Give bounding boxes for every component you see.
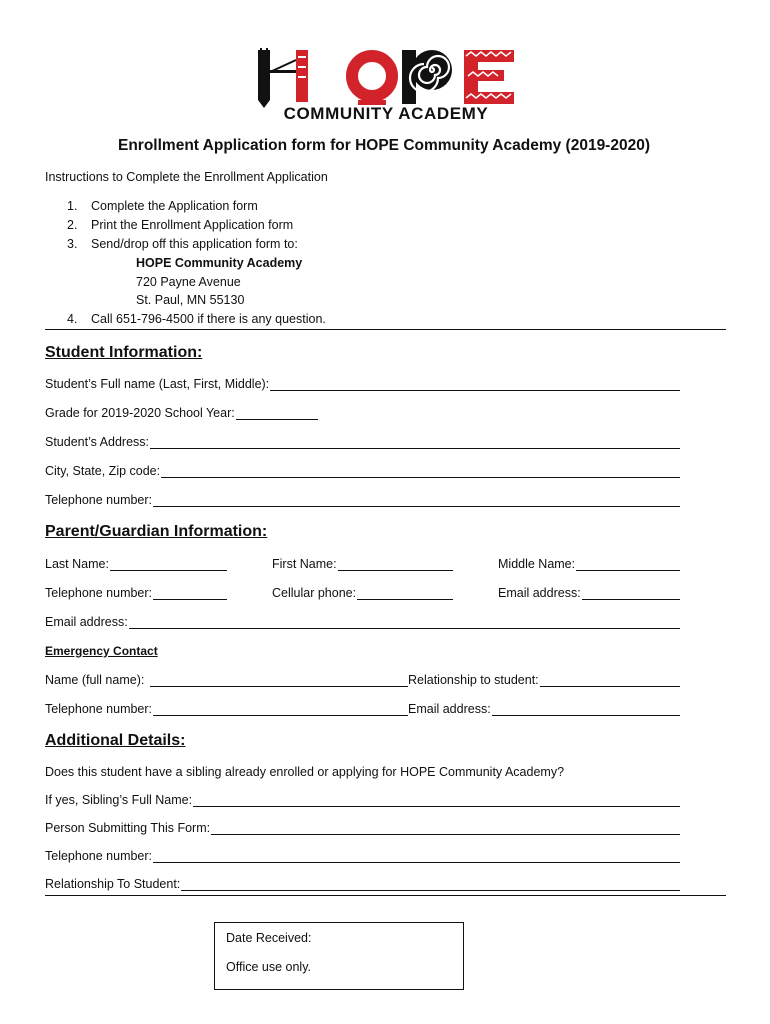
sibling-name-label: If yes, Sibling’s Full Name: xyxy=(45,793,193,807)
grade-line[interactable] xyxy=(236,406,318,420)
logo-academy-name: COMMUNITY ACADEMY xyxy=(283,104,489,123)
emergency-telephone-label: Telephone number: xyxy=(45,702,153,716)
parent-first-name-field[interactable] xyxy=(272,557,453,571)
city-state-zip-field[interactable] xyxy=(45,464,680,478)
grade-field[interactable] xyxy=(45,406,318,420)
step-number: 4. xyxy=(67,312,78,326)
submitter-label: Person Submitting This Form: xyxy=(45,821,211,835)
parent-last-name-line[interactable] xyxy=(110,557,227,571)
parent-cellular-label: Cellular phone: xyxy=(272,586,357,600)
divider xyxy=(45,329,726,330)
emergency-relationship-field[interactable] xyxy=(408,673,680,687)
relationship-field[interactable] xyxy=(45,877,680,891)
parent-first-name-label: First Name: xyxy=(272,557,337,571)
emergency-relationship-label: Relationship to student: xyxy=(408,673,539,687)
step-number: 2. xyxy=(67,218,78,232)
relationship-line[interactable] xyxy=(181,877,680,891)
parent-email-short-line[interactable] xyxy=(582,586,680,600)
emergency-name-line[interactable] xyxy=(150,673,408,687)
sibling-name-field[interactable] xyxy=(45,793,680,807)
step-text: Send/drop off this application form to: xyxy=(91,237,298,251)
logo-letter-o xyxy=(352,56,392,105)
parent-middle-name-field[interactable] xyxy=(498,557,680,571)
parent-first-name-line[interactable] xyxy=(338,557,453,571)
step-number: 1. xyxy=(67,199,78,213)
student-section-heading: Student Information: xyxy=(45,344,203,361)
step-number: 3. xyxy=(67,237,78,251)
parent-email-label: Email address: xyxy=(45,615,128,629)
school-street: 720 Payne Avenue xyxy=(136,275,241,289)
parent-telephone-label: Telephone number: xyxy=(45,586,153,600)
parent-middle-name-line[interactable] xyxy=(576,557,680,571)
submitter-line[interactable] xyxy=(211,821,680,835)
sibling-question: Does this student have a sibling already enrolled or applying for HOPE Community Academy? xyxy=(45,765,565,779)
page-title: Enrollment Application form for HOPE Community Academy (2019-2020) xyxy=(118,137,650,154)
relationship-label: Relationship To Student: xyxy=(45,877,181,891)
office-use-box xyxy=(214,922,464,990)
divider xyxy=(45,895,726,896)
submitter-telephone-field[interactable] xyxy=(45,849,680,863)
student-address-line[interactable] xyxy=(150,435,680,449)
emergency-telephone-field[interactable] xyxy=(45,702,408,716)
parent-telephone-line[interactable] xyxy=(153,586,227,600)
student-address-field[interactable] xyxy=(45,435,680,449)
emergency-name-label: Name (full name): xyxy=(45,673,145,687)
additional-section-heading: Additional Details: xyxy=(45,732,186,749)
step-text: Call 651-796-4500 if there is any question. xyxy=(91,312,326,326)
emergency-telephone-line[interactable] xyxy=(153,702,408,716)
school-name: HOPE Community Academy xyxy=(136,256,303,270)
parent-cellular-field[interactable] xyxy=(272,586,453,600)
parent-last-name-field[interactable] xyxy=(45,557,227,571)
grade-label: Grade for 2019-2020 School Year: xyxy=(45,406,235,420)
parent-telephone-field[interactable] xyxy=(45,586,227,600)
emergency-relationship-line[interactable] xyxy=(540,673,680,687)
parent-email-short-field[interactable] xyxy=(498,586,680,600)
student-telephone-label: Telephone number: xyxy=(45,493,153,507)
student-telephone-field[interactable] xyxy=(45,493,680,507)
parent-email-line[interactable] xyxy=(129,615,680,629)
parent-middle-name-label: Middle Name: xyxy=(498,557,576,571)
parent-cellular-line[interactable] xyxy=(357,586,453,600)
logo-letter-e xyxy=(464,50,514,104)
student-full-name-label: Student’s Full name (Last, First, Middle): xyxy=(45,377,270,391)
school-city: St. Paul, MN 55130 xyxy=(136,293,245,307)
instructions-heading: Instructions to Complete the Enrollment Application xyxy=(45,170,328,184)
logo-graphic xyxy=(252,46,520,108)
submitter-telephone-label: Telephone number: xyxy=(45,849,153,863)
step-text: Print the Enrollment Application form xyxy=(91,218,294,232)
submitter-telephone-line[interactable] xyxy=(153,849,680,863)
emergency-email-label: Email address: xyxy=(408,702,491,716)
parent-last-name-label: Last Name: xyxy=(45,557,109,571)
emergency-email-field[interactable] xyxy=(408,702,680,716)
emergency-name-field[interactable] xyxy=(45,673,408,687)
emergency-email-line[interactable] xyxy=(492,702,680,716)
submitter-field[interactable] xyxy=(45,821,680,835)
logo-letter-h xyxy=(258,48,308,108)
date-received-label: Date Received: xyxy=(226,931,312,945)
parent-section-heading: Parent/Guardian Information: xyxy=(45,523,268,540)
city-state-zip-label: City, State, Zip code: xyxy=(45,464,161,478)
sibling-name-line[interactable] xyxy=(193,793,680,807)
parent-email-short-label: Email address: xyxy=(498,586,581,600)
student-address-label: Student’s Address: xyxy=(45,435,150,449)
student-full-name-field[interactable] xyxy=(45,377,680,391)
student-full-name-line[interactable] xyxy=(270,377,680,391)
office-use-label: Office use only. xyxy=(226,960,311,974)
emergency-heading: Emergency Contact xyxy=(45,644,158,658)
student-telephone-line[interactable] xyxy=(153,493,680,507)
parent-email-field[interactable] xyxy=(45,615,680,629)
city-state-zip-line[interactable] xyxy=(161,464,680,478)
step-text: Complete the Application form xyxy=(91,199,258,213)
logo-letter-p xyxy=(402,50,452,104)
